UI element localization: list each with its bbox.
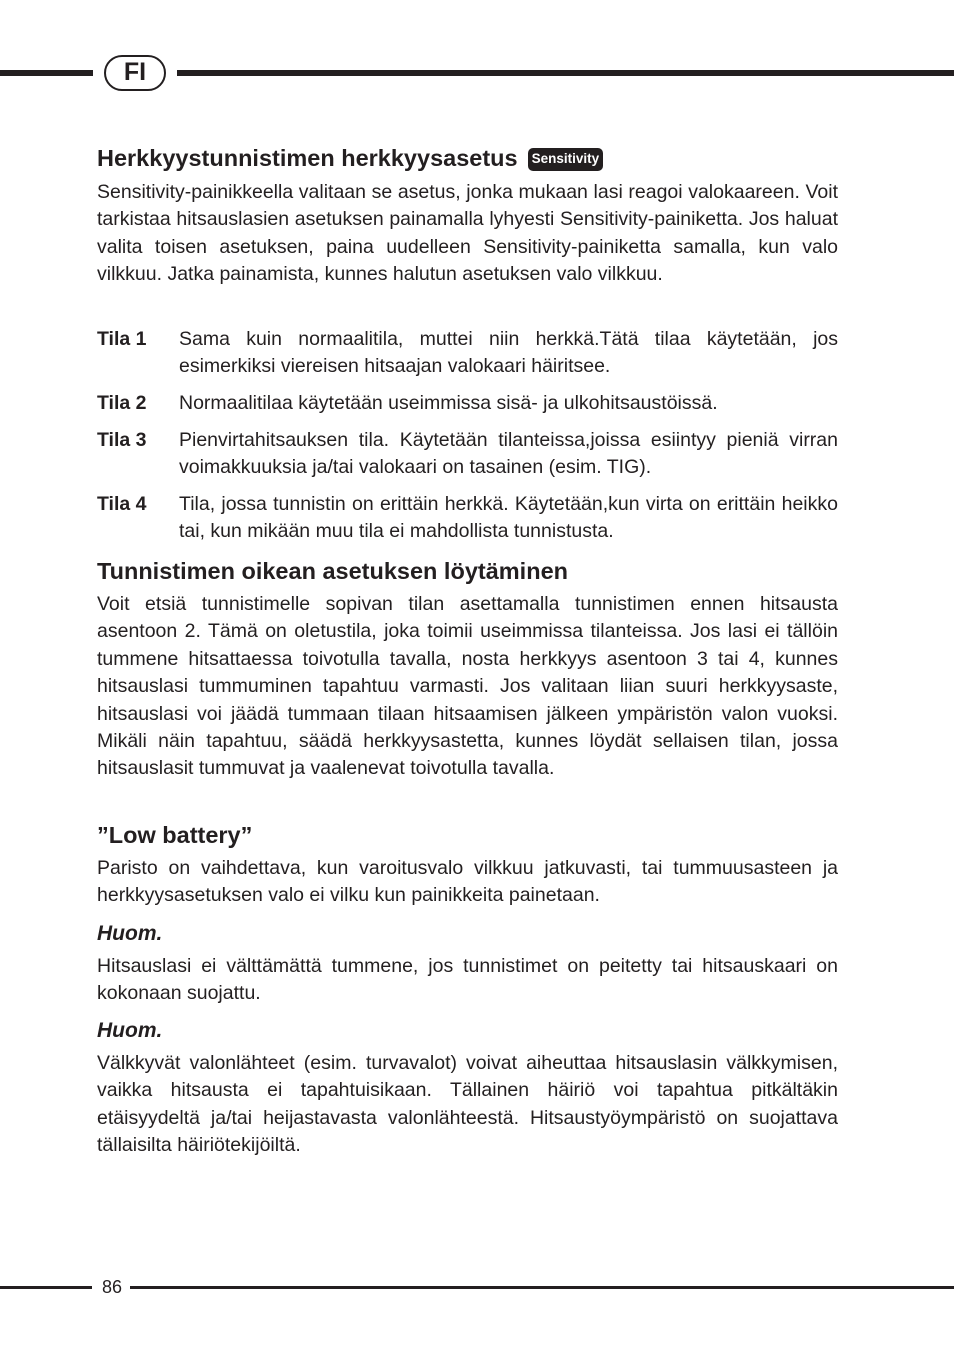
mode-item: [97, 390, 838, 418]
sensitivity-heading-text: Herkkyystunnistimen herkkyysasetus: [97, 145, 518, 171]
mode-label: Tila 4: [97, 493, 147, 515]
mode-text: Sama kuin normaalitila, muttei niin herkkä.Tätä tilaa käytetään, jos esimerkiksi viereisen hitsaajan valokaari häiritsee.: [179, 328, 838, 378]
mode-label: Tila 3: [97, 429, 147, 451]
finding-paragraph: Voit etsiä tunnistimelle sopivan tilan asettamalla tunnistimen ennen hitsausta asentoon 2. Tämä on oletustila, joka toimii useimmissa tilanteissa. Jos lasi ei tällöin tummene hitsattaessa toivotulla tavalla, nosta herkkyys asentoon 3 tai 4, kunnes hitsauslasi tummuminen tapahtuu varmasti. Jos valitaan liian suuri herkkyysaste, hitsauslasi voi jäädä tummaan tilaan hitsaamisen jälkeen ympäristön valon vuoksi. Mikäli näin tapahtuu, säädä herkkyysastetta, kunnes löydät sellaisen tilan, jossa hitsauslasit tummuvat ja vaalenevat toivotulla tavalla.: [97, 593, 838, 780]
mode-item: [97, 491, 838, 547]
note-label: Huom.: [97, 1019, 163, 1042]
note-paragraph: Hitsauslasi ei välttämättä tummene, jos tunnistimet on peitetty tai hitsauskaari on kokonaan suojattu.: [97, 955, 838, 1005]
sensitivity-button-tag: Sensitivity: [528, 148, 604, 171]
battery-paragraph: Paristo on vaihdettava, kun varoitusvalo vilkkuu jatkuvasti, tai tummuusasteen ja herkkyysasetuksen valo ei vilku kun painikkeita painetaan.: [97, 857, 838, 907]
page-number: 86: [102, 1277, 123, 1297]
language-badge: FI: [104, 55, 166, 91]
mode-label: Tila 1: [97, 328, 147, 350]
finding-heading: Tunnistimen oikean asetuksen löytäminen: [97, 558, 568, 584]
mode-item: [97, 427, 838, 483]
mode-text: Pienvirtahitsauksen tila. Käytetään tilanteissa,joissa esiintyy pieniä virran voimakkuuksia ja/tai valokaari on tasainen (esim. TIG).: [179, 429, 838, 479]
mode-text: Normaalitilaa käytetään useimmissa sisä- ja ulkohitsaustöissä.: [179, 392, 718, 414]
note-label: Huom.: [97, 922, 163, 945]
sensitivity-paragraph: Sensitivity-painikkeella valitaan se asetus, jonka mukaan lasi reagoi valokaareen. Voit tarkistaa hitsauslasien asetuksen painamalla lyhyesti Sensitivity-painiketta. Jos haluat valita toisen asetuksen, paina uudelleen Sensitivity-painiketta samalla, kun valo vilkkuu. Jatka painamista, kunnes halutun asetuksen valo vilkkuu.: [97, 181, 838, 286]
header-rule-left: [0, 70, 93, 76]
footer-rule-right: [130, 1286, 954, 1289]
note-paragraph: Välkkyvät valonlähteet (esim. turvavalot) voivat aiheuttaa hitsauslasin välkkymisen, vaikka hitsausta ei tapahtuisikaan. Tällainen häiriö voi tapahtua pitkältäkin etäisyydeltä ja/tai heijastavasta valonlähteestä. Hitsaustyöympäristö on suojattava tällaisilta häiriötekijöiltä.: [97, 1052, 838, 1157]
mode-label: Tila 2: [97, 392, 147, 414]
mode-text: Tila, jossa tunnistin on erittäin herkkä. Käytetään,kun virta on erittäin heikko tai, kun mikään muu tila ei mahdollista tunnistusta.: [179, 493, 838, 543]
footer-rule-left: [0, 1286, 92, 1289]
battery-heading: ”Low battery”: [97, 822, 253, 848]
header-rule-right: [177, 70, 954, 76]
mode-item: [97, 326, 838, 382]
sensitivity-heading: [97, 143, 603, 173]
